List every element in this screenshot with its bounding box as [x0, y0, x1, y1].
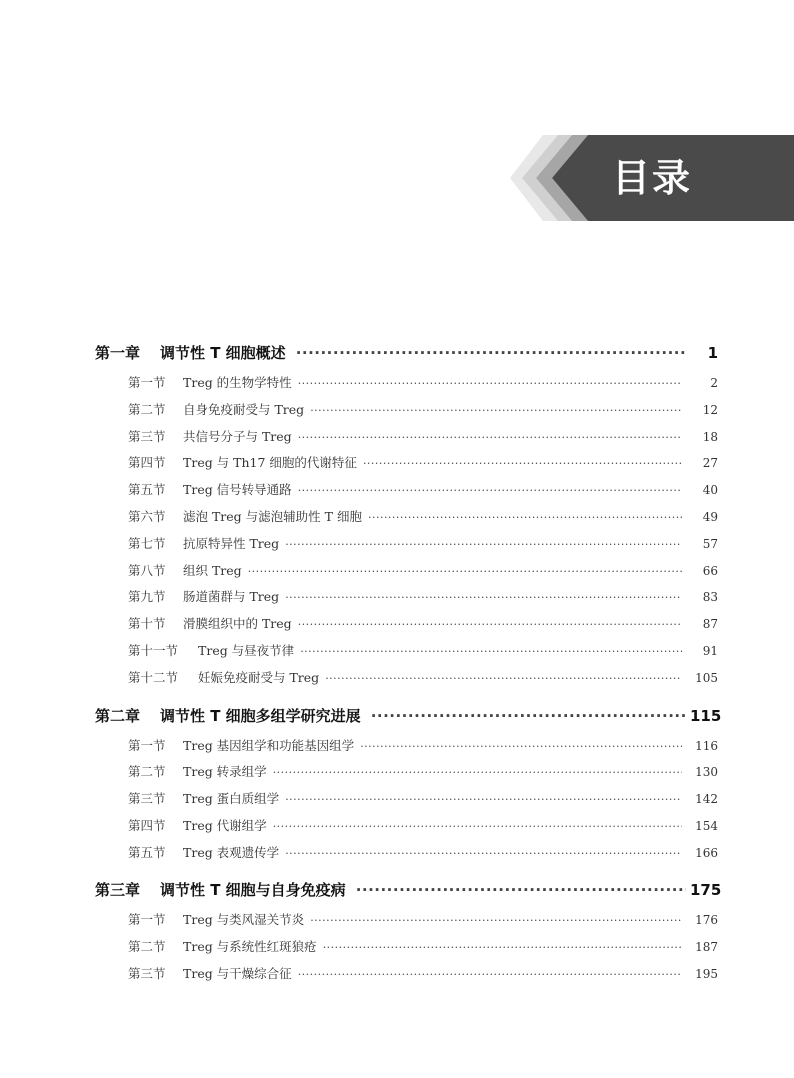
section-title: Treg 转录组学 [183, 764, 267, 779]
section-title: Treg 与类风湿关节炎 [183, 912, 305, 927]
section-number: 第六节 [128, 509, 166, 524]
section-number: 第一节 [128, 912, 166, 927]
section-page-number: 187 [695, 940, 718, 954]
toc-chapter-1[interactable] [0, 342, 794, 363]
section-number: 第九节 [128, 589, 166, 604]
toc-section[interactable] [0, 910, 794, 928]
section-title: Treg 代谢组学 [183, 818, 267, 833]
dot-leader [360, 740, 682, 753]
section-page-number: 27 [702, 456, 718, 470]
section-page-number: 105 [695, 671, 718, 685]
toc-section[interactable] [0, 373, 794, 391]
section-number: 第五节 [128, 845, 166, 860]
page-title: 目录 [612, 156, 693, 200]
section-number: 第四节 [128, 455, 166, 470]
toc-section[interactable] [0, 507, 794, 525]
dot-leader [325, 672, 682, 685]
section-title: Treg 与 Th17 细胞的代谢特征 [183, 455, 357, 470]
section-title: 自身免疫耐受与 Treg [183, 402, 305, 417]
dot-leader [300, 645, 682, 658]
dot-leader [298, 618, 682, 631]
toc-section[interactable] [0, 480, 794, 498]
section-page-number: 176 [695, 913, 718, 927]
section-number: 第十二节 [128, 670, 179, 685]
toc-section[interactable] [0, 453, 794, 471]
chapter-number: 第二章 [95, 707, 141, 725]
section-number: 第二节 [128, 402, 166, 417]
chapter-number: 第三章 [95, 881, 141, 899]
section-number: 第三节 [128, 791, 166, 806]
section-page-number: 18 [702, 430, 718, 444]
section-title: Treg 基因组学和功能基因组学 [183, 738, 355, 753]
section-page-number: 87 [702, 617, 718, 631]
section-title: Treg 与昼夜节律 [198, 643, 295, 658]
section-title: Treg 信号转导通路 [183, 482, 292, 497]
toc-section[interactable] [0, 641, 794, 659]
toc-section[interactable] [0, 736, 794, 754]
toc-section[interactable] [0, 964, 794, 982]
toc-section[interactable] [0, 534, 794, 552]
section-number: 第八节 [128, 563, 166, 578]
section-number: 第三节 [128, 429, 166, 444]
toc-section[interactable] [0, 614, 794, 632]
dot-leader [298, 377, 682, 390]
toc-section[interactable] [0, 587, 794, 605]
section-number: 第一节 [128, 375, 166, 390]
section-number: 第二节 [128, 764, 166, 779]
section-page-number: 91 [702, 644, 718, 658]
section-page-number: 142 [695, 792, 718, 806]
section-title: Treg 与干燥综合征 [183, 966, 292, 981]
section-page-number: 154 [695, 819, 718, 833]
dot-leader [285, 591, 682, 604]
toc-section[interactable] [0, 668, 794, 686]
section-page-number: 116 [695, 739, 718, 753]
dot-leader [371, 707, 686, 725]
section-title: 共信号分子与 Treg [183, 429, 292, 444]
toc-section[interactable] [0, 561, 794, 579]
section-number: 第二节 [128, 939, 166, 954]
dot-leader [356, 881, 686, 899]
section-number: 第十一节 [128, 643, 179, 658]
toc-section[interactable] [0, 937, 794, 955]
section-page-number: 66 [702, 564, 718, 578]
dot-leader [298, 431, 682, 444]
section-title: 妊娠免疫耐受与 Treg [198, 670, 320, 685]
chapter-title: 调节性 T 细胞与自身免疫病 [160, 881, 346, 899]
chapter-title: 调节性 T 细胞概述 [160, 344, 286, 362]
section-title: Treg 蛋白质组学 [183, 791, 280, 806]
dot-leader [296, 344, 686, 362]
toc-section[interactable] [0, 843, 794, 861]
section-page-number: 40 [702, 483, 718, 497]
dot-leader [285, 538, 682, 551]
dot-leader [285, 847, 682, 860]
section-number: 第三节 [128, 966, 166, 981]
dot-leader [368, 511, 682, 524]
dot-leader [310, 404, 682, 417]
dot-leader [248, 565, 682, 578]
toc-section[interactable] [0, 427, 794, 445]
section-number: 第四节 [128, 818, 166, 833]
dot-leader [363, 457, 682, 470]
section-title: 滑膜组织中的 Treg [183, 616, 292, 631]
dot-leader [298, 484, 682, 497]
section-page-number: 57 [702, 537, 718, 551]
section-page-number: 166 [695, 846, 718, 860]
section-page-number: 83 [702, 590, 718, 604]
section-number: 第七节 [128, 536, 166, 551]
chapter-page-number: 115 [690, 707, 722, 725]
toc-section[interactable] [0, 789, 794, 807]
chapter-page-number: 175 [690, 881, 722, 899]
chapter-page-number: 1 [707, 344, 718, 362]
dot-leader [298, 968, 682, 981]
section-page-number: 12 [702, 403, 718, 417]
section-title: 抗原特异性 Treg [183, 536, 280, 551]
dot-leader [310, 914, 682, 927]
section-title: Treg 表观遗传学 [183, 845, 280, 860]
section-page-number: 195 [695, 967, 718, 981]
section-title: 滤泡 Treg 与滤泡辅助性 T 细胞 [183, 509, 362, 524]
section-number: 第十节 [128, 616, 166, 631]
section-number: 第一节 [128, 738, 166, 753]
dot-leader [323, 941, 682, 954]
section-title: Treg 的生物学特性 [183, 375, 292, 390]
dot-leader [273, 820, 682, 833]
dot-leader [285, 793, 682, 806]
dot-leader [273, 766, 682, 779]
section-page-number: 2 [710, 376, 718, 390]
toc-section[interactable] [0, 816, 794, 834]
toc-section[interactable] [0, 762, 794, 780]
section-title: 肠道菌群与 Treg [183, 589, 280, 604]
chapter-number: 第一章 [95, 344, 141, 362]
section-title: 组织 Treg [183, 563, 242, 578]
section-title: Treg 与系统性红斑狼疮 [183, 939, 317, 954]
toc-section[interactable] [0, 400, 794, 418]
toc-chapter-2[interactable] [0, 705, 794, 726]
section-number: 第五节 [128, 482, 166, 497]
chapter-title: 调节性 T 细胞多组学研究进展 [160, 707, 361, 725]
section-page-number: 49 [702, 510, 718, 524]
section-page-number: 130 [695, 765, 718, 779]
toc-chapter-3[interactable] [0, 879, 794, 900]
